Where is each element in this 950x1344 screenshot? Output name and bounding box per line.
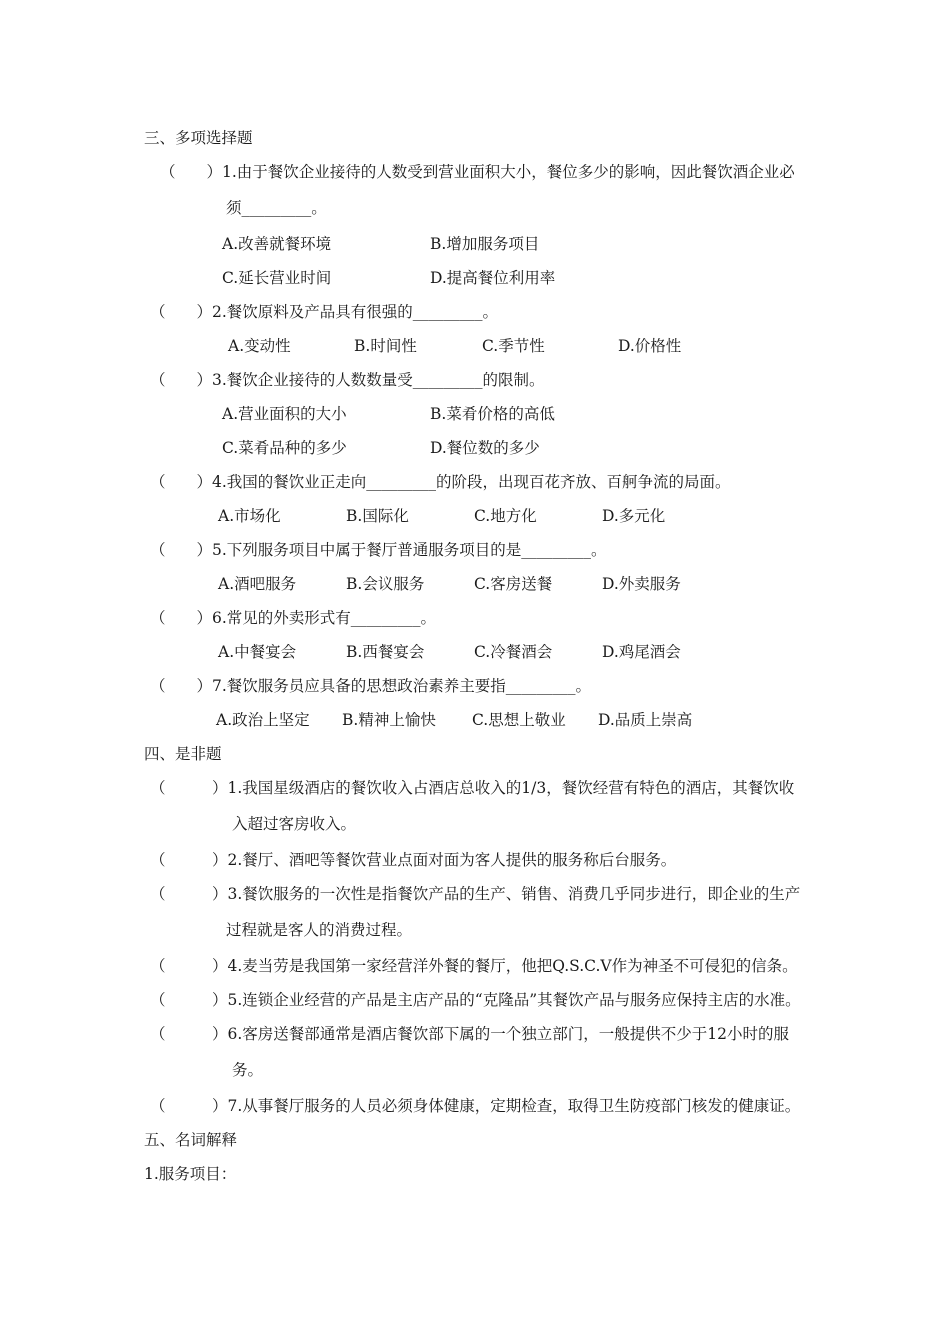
statement-text: 7.从事餐厅服务的人员必须身体健康，定期检查，取得卫生防疫部门核发的健康证。 bbox=[227, 1097, 801, 1115]
question-text: 6.常见的外卖形式有_________。 bbox=[212, 609, 437, 627]
option-b: B.西餐宴会 bbox=[346, 643, 425, 661]
option-d: D.品质上崇高 bbox=[598, 711, 693, 729]
statement-text: 4.麦当劳是我国第一家经营洋外餐的餐厅，他把Q.S.C.V作为神圣不可侵犯的信条。 bbox=[227, 957, 798, 975]
tf-item-5 bbox=[150, 990, 801, 1010]
answer-bracket[interactable]: （ ） bbox=[150, 1025, 228, 1043]
answer-bracket[interactable]: （ ） bbox=[150, 957, 228, 975]
mc-question-5 bbox=[150, 540, 607, 560]
option-d: D.鸡尾酒会 bbox=[602, 643, 681, 661]
answer-bracket[interactable]: （ ） bbox=[150, 473, 213, 491]
question-text: 2.餐饮原料及产品具有很强的_________。 bbox=[212, 303, 499, 321]
section-4-heading: 四、是非题 bbox=[144, 745, 222, 763]
section-5-heading: 五、名词解释 bbox=[144, 1131, 238, 1149]
option-b: B.时间性 bbox=[354, 337, 417, 355]
statement-text: 2.餐厅、酒吧等餐饮营业点面对面为客人提供的服务称后台服务。 bbox=[227, 851, 677, 869]
answer-bracket[interactable]: （ ） bbox=[150, 851, 228, 869]
option-d: D.外卖服务 bbox=[602, 575, 681, 593]
mc-question-7 bbox=[150, 676, 591, 696]
mc-question-1-continuation: 须_________。 bbox=[226, 199, 327, 217]
answer-bracket[interactable]: （ ） bbox=[150, 371, 213, 389]
option-b: B.会议服务 bbox=[346, 575, 425, 593]
question-text: 7.餐饮服务员应具备的思想政治素养主要指_________。 bbox=[212, 677, 592, 695]
option-d: D.提高餐位利用率 bbox=[430, 269, 556, 287]
option-d: D.餐位数的多少 bbox=[430, 439, 540, 457]
option-a: A.政治上坚定 bbox=[216, 711, 310, 729]
option-a: A.改善就餐环境 bbox=[222, 235, 332, 253]
option-a: A.营业面积的大小 bbox=[222, 405, 347, 423]
answer-bracket[interactable]: （ ） bbox=[150, 991, 228, 1009]
answer-bracket[interactable]: （ ） bbox=[150, 541, 213, 559]
answer-bracket[interactable]: （ ） bbox=[150, 779, 228, 797]
tf-item-1-continuation: 入超过客房收入。 bbox=[232, 815, 357, 833]
option-a: A.中餐宴会 bbox=[218, 643, 297, 661]
option-c: C.季节性 bbox=[482, 337, 545, 355]
answer-bracket[interactable]: （ ） bbox=[150, 609, 213, 627]
statement-text: 5.连锁企业经营的产品是主店产品的“克隆品”其餐饮产品与服务应保持主店的水准。 bbox=[227, 991, 801, 1009]
statement-text: 3.餐饮服务的一次性是指餐饮产品的生产、销售、消费几乎同步进行，即企业的生产 bbox=[227, 885, 801, 903]
section-3-heading: 三、多项选择题 bbox=[144, 129, 253, 147]
question-text: 5.下列服务项目中属于餐厅普通服务项目的是_________。 bbox=[212, 541, 607, 559]
option-c: C.菜肴品种的多少 bbox=[222, 439, 347, 457]
option-d: D.价格性 bbox=[618, 337, 682, 355]
answer-bracket[interactable]: （ ） bbox=[150, 885, 228, 903]
tf-item-4 bbox=[150, 956, 798, 976]
tf-item-3-continuation: 过程就是客人的消费过程。 bbox=[226, 921, 413, 939]
answer-bracket[interactable]: （ ） bbox=[160, 163, 223, 181]
answer-bracket[interactable]: （ ） bbox=[150, 1097, 228, 1115]
option-c: C.思想上敬业 bbox=[472, 711, 566, 729]
term-item-1: 1.服务项目： bbox=[144, 1165, 237, 1183]
option-b: B.菜肴价格的高低 bbox=[430, 405, 555, 423]
tf-item-6-continuation: 务。 bbox=[232, 1061, 264, 1079]
option-b: B.增加服务项目 bbox=[430, 235, 540, 253]
option-b: B.精神上愉快 bbox=[342, 711, 436, 729]
option-a: A.市场化 bbox=[218, 507, 281, 525]
mc-question-3 bbox=[150, 370, 545, 390]
mc-question-2 bbox=[150, 302, 498, 322]
mc-question-1 bbox=[160, 162, 795, 182]
answer-bracket[interactable]: （ ） bbox=[150, 303, 213, 321]
tf-item-7 bbox=[150, 1096, 800, 1116]
question-text: 1.由于餐饮企业接待的人数受到营业面积大小，餐位多少的影响，因此餐饮酒企业必 bbox=[222, 163, 795, 181]
option-c: C.冷餐酒会 bbox=[474, 643, 553, 661]
statement-text: 1.我国星级酒店的餐饮收入占酒店总收入的1/3，餐饮经营有特色的酒店，其餐饮收 bbox=[227, 779, 795, 797]
mc-question-6 bbox=[150, 608, 436, 628]
question-text: 4.我国的餐饮业正走向_________的阶段，出现百花齐放、百舸争流的局面。 bbox=[212, 473, 731, 491]
option-c: C.地方化 bbox=[474, 507, 537, 525]
tf-item-1 bbox=[150, 778, 794, 798]
tf-item-3 bbox=[150, 884, 800, 904]
option-b: B.国际化 bbox=[346, 507, 409, 525]
option-d: D.多元化 bbox=[602, 507, 666, 525]
mc-question-4 bbox=[150, 472, 731, 492]
question-text: 3.餐饮企业接待的人数数量受_________的限制。 bbox=[212, 371, 545, 389]
option-a: A.酒吧服务 bbox=[218, 575, 297, 593]
answer-bracket[interactable]: （ ） bbox=[150, 677, 213, 695]
statement-text: 6.客房送餐部通常是酒店餐饮部下属的一个独立部门，一般提供不少于12小时的服 bbox=[227, 1025, 790, 1043]
tf-item-2 bbox=[150, 850, 676, 870]
option-c: C.延长营业时间 bbox=[222, 269, 332, 287]
option-a: A.变动性 bbox=[228, 337, 291, 355]
option-c: C.客房送餐 bbox=[474, 575, 553, 593]
tf-item-6 bbox=[150, 1024, 789, 1044]
